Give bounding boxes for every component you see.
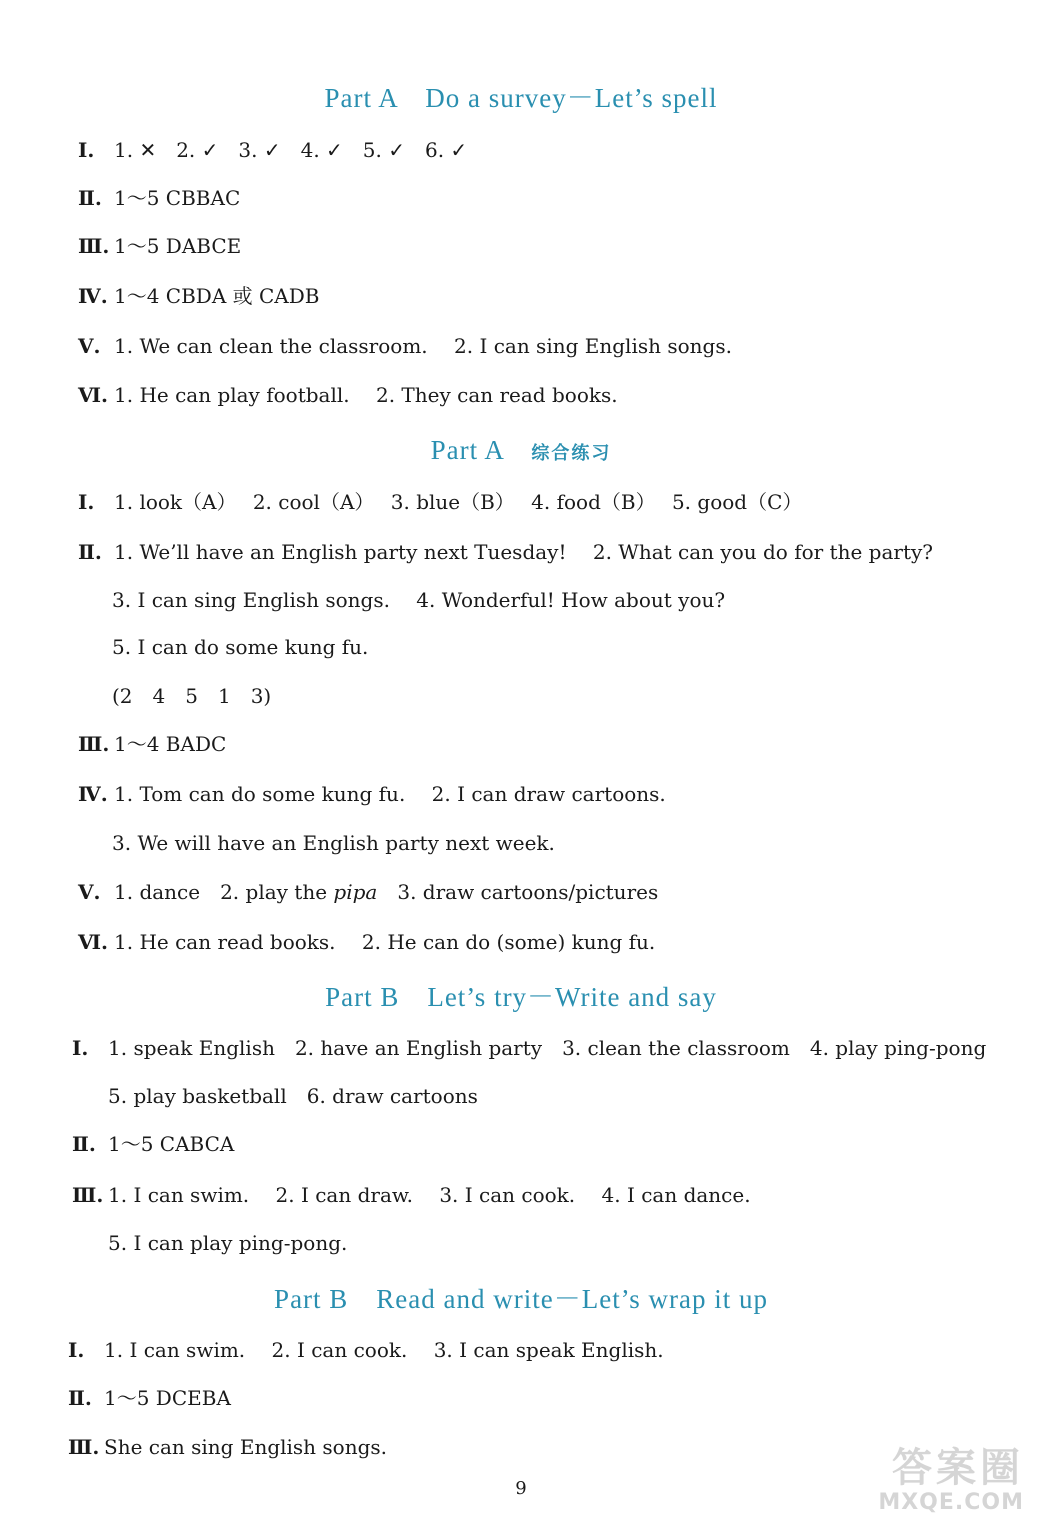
answer-text: 1～5 DCEBA [104, 1386, 231, 1410]
answer-text: 1. Tom can do some kung fu. 2. I can draw cartoons. [114, 782, 666, 806]
roman-numeral: Ⅱ. [68, 1386, 92, 1410]
answer-line [78, 880, 658, 904]
roman-numeral: Ⅰ. [78, 490, 95, 514]
answer-line [72, 1036, 986, 1060]
answer-line [112, 831, 555, 855]
roman-numeral: Ⅳ. [78, 284, 108, 308]
answer-text: 1. I can swim. 2. I can draw. 3. I can cook. 4. I can dance. [108, 1183, 751, 1207]
answer-line [78, 186, 240, 210]
answer-line [78, 930, 655, 954]
answer-line [78, 334, 732, 358]
answer-line [68, 1386, 231, 1410]
answer-line [78, 383, 618, 407]
answer-line [108, 1084, 478, 1108]
roman-numeral: Ⅱ. [78, 186, 102, 210]
answer-line [72, 1183, 751, 1207]
answer-text: 1～4 CBDA 或 CADB [114, 284, 320, 308]
answer-line [68, 1338, 664, 1362]
watermark-bottom-text: MXQE.COM [878, 1490, 1024, 1515]
section-heading: Part A Do a survey－Let’s spell [324, 83, 718, 113]
answer-text: 1～5 DABCE [114, 234, 242, 258]
answer-line [112, 588, 725, 612]
answer-text-italic: pipa [333, 880, 378, 904]
answer-text: 3. I can sing English songs. 4. Wonderful! How about you? [112, 588, 726, 612]
section-heading [0, 434, 1042, 470]
answer-line [78, 732, 226, 756]
answer-line [78, 284, 319, 308]
roman-numeral: Ⅴ. [78, 880, 101, 904]
answer-line [72, 1132, 234, 1156]
answer-text: 5. I can play ping-pong. [108, 1231, 348, 1255]
section-heading-chinese: 综合练习 [531, 443, 612, 464]
answer-line [78, 138, 467, 162]
section-heading-part: Part A [430, 435, 504, 465]
answer-text: 1. speak English 2. have an English party 3. clean the classroom 4. play ping-pong [108, 1036, 987, 1060]
answer-text: 3. draw cartoons/pictures [377, 880, 659, 904]
answer-text: 1. He can play football. 2. They can read books. [114, 383, 618, 407]
roman-numeral: Ⅰ. [68, 1338, 85, 1362]
answer-line [112, 635, 368, 659]
answer-text: 1. He can read books. 2. He can do (some) kung fu. [114, 930, 656, 954]
answer-text: 1. We can clean the classroom. 2. I can sing English songs. [114, 334, 732, 358]
answer-line [78, 540, 933, 564]
answer-text: 1～5 CABCA [108, 1132, 235, 1156]
section-heading: Part B Let’s try－Write and say [325, 982, 717, 1012]
roman-numeral: Ⅰ. [72, 1036, 89, 1060]
answer-text: 1～5 CBBAC [114, 186, 241, 210]
answer-line [112, 684, 271, 708]
roman-numeral: Ⅱ. [78, 540, 102, 564]
watermark-top-text: 答案圈 [892, 1445, 1024, 1491]
answer-text: 1. We’ll have an English party next Tuesday! 2. What can you do for the party? [114, 540, 934, 564]
page-number: 9 [515, 1478, 527, 1499]
roman-numeral: Ⅲ. [72, 1183, 104, 1207]
roman-numeral: Ⅵ. [78, 383, 108, 407]
answer-text: 5. I can do some kung fu. [112, 635, 369, 659]
roman-numeral: Ⅲ. [68, 1435, 100, 1459]
answer-text: (2 4 5 1 3) [112, 684, 272, 708]
roman-numeral: Ⅰ. [78, 138, 95, 162]
answer-text: 5. play basketball 6. draw cartoons [108, 1084, 478, 1108]
roman-numeral: Ⅳ. [78, 782, 108, 806]
watermark-logo [854, 1446, 1024, 1526]
roman-numeral: Ⅲ. [78, 732, 110, 756]
answer-text: 3. We will have an English party next week. [112, 831, 555, 855]
answer-text: 1. I can swim. 2. I can cook. 3. I can speak English. [104, 1338, 664, 1362]
roman-numeral: Ⅲ. [78, 234, 110, 258]
answer-line [78, 782, 666, 806]
answer-text: 1～4 BADC [114, 732, 227, 756]
roman-numeral: Ⅱ. [72, 1132, 96, 1156]
answer-line [78, 490, 802, 514]
answer-line [78, 234, 241, 258]
answer-text: 1. look（A） 2. cool（A） 3. blue（B） 4. food（B） 5. good（C） [114, 490, 803, 514]
section-heading: Part B Read and write－Let’s wrap it up [274, 1284, 768, 1314]
answer-text: 1. dance 2. play the [114, 880, 334, 904]
answer-line [108, 1231, 347, 1255]
roman-numeral: Ⅵ. [78, 930, 108, 954]
answer-text: 1. ✕ 2. ✓ 3. ✓ 4. ✓ 5. ✓ 6. ✓ [114, 138, 468, 162]
answer-text: She can sing English songs. [104, 1435, 388, 1459]
roman-numeral: Ⅴ. [78, 334, 101, 358]
answer-line [68, 1435, 387, 1459]
